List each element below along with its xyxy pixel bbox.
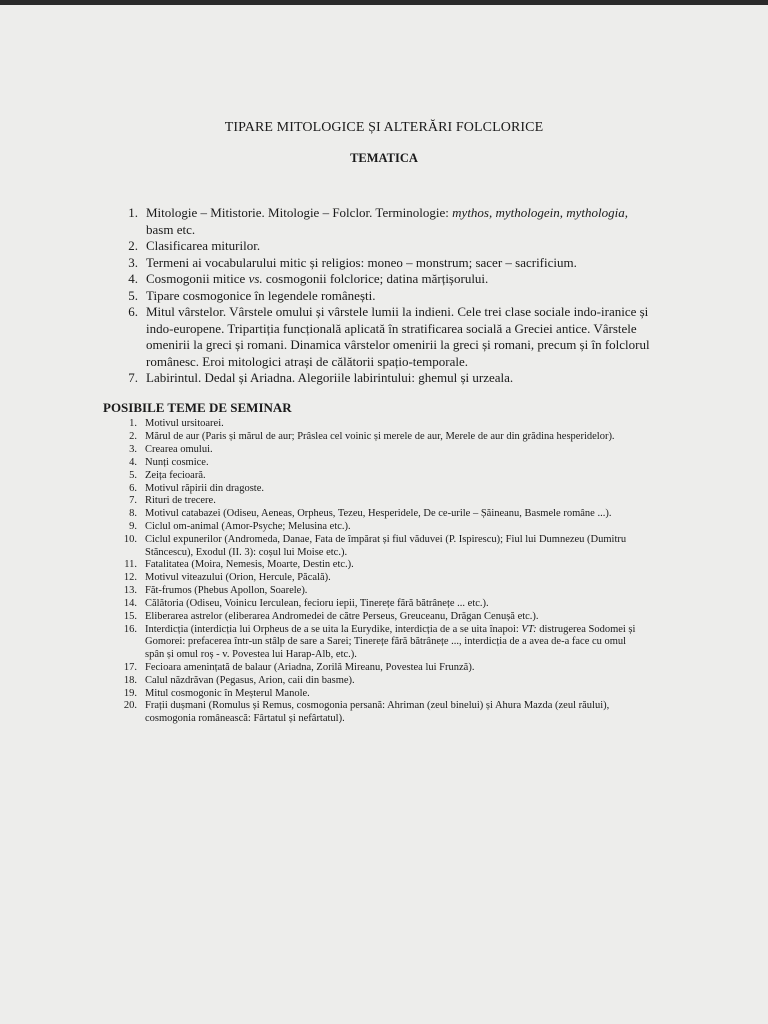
- list-item-text: Eliberarea astrelor (eliberarea Andromedei de către Perseus, Greuceanu, Drăgan Cenușă etc.).: [145, 611, 539, 623]
- list-item-number: 11.: [124, 559, 137, 571]
- list-item-number: 14.: [123, 598, 137, 610]
- seminar-item: [120, 559, 646, 571]
- scan-edge-line: [0, 0, 768, 5]
- list-item-text: Făt-frumos (Phebus Apollon, Soarele).: [145, 585, 308, 597]
- list-item-text: Motivul catabazei (Odiseu, Aeneas, Orpheus, Tezeu, Hesperidele, De ce-urile – Șăineanu, Basmele române ...).: [145, 508, 612, 520]
- tematica-item: [120, 205, 650, 238]
- seminar-item: [120, 508, 646, 520]
- tematica-item: [120, 255, 650, 272]
- seminar-item: [120, 521, 646, 533]
- list-item-number: 16.: [123, 624, 137, 635]
- list-item-text: Termeni ai vocabularului mitic și religios: moneo – monstrum; sacer – sacrificium.: [146, 254, 577, 270]
- list-item-italic-text: vs.: [248, 271, 263, 286]
- list-item-text: Cosmogonii mitice: [146, 271, 249, 286]
- seminar-item: [120, 572, 646, 584]
- tematica-item: [120, 370, 650, 387]
- list-item-italic-text: VT:: [521, 624, 537, 635]
- list-item-number: 20.: [123, 700, 137, 712]
- list-item-text-continued: cosmogonii folclorice; datina mărțișorului.: [262, 271, 489, 286]
- seminar-item: [120, 598, 646, 610]
- list-item-number: 4.: [129, 456, 137, 468]
- list-item-text: Fecioara amenințată de balaur (Ariadna, Zorilă Mireanu, Povestea lui Frunză).: [145, 661, 475, 673]
- tematica-item: [120, 271, 650, 288]
- list-item-text: Motivul răpirii din dragoste.: [145, 482, 264, 494]
- list-item-number: 3.: [129, 443, 137, 455]
- list-item-number: 7.: [128, 370, 138, 385]
- list-item-text: Tipare cosmogonice în legendele românești.: [146, 287, 376, 303]
- list-item-italic-text: mythos, mythologein, mythologia,: [452, 205, 628, 220]
- document-subtitle: TEMATICA: [350, 151, 418, 165]
- seminar-item: [120, 483, 646, 495]
- list-item-text: Călătoria (Odiseu, Voinicu Ierculean, fecioru iepii, Tinerețe fără bătrânețe ... etc.).: [145, 598, 489, 610]
- seminar-item: [120, 688, 646, 700]
- list-item-text: Mitologie – Mitistorie. Mitologie – Folclor. Terminologie:: [146, 205, 453, 220]
- list-item-number: 2.: [128, 238, 138, 253]
- list-item-text: Mitul vârstelor. Vârstele omului și vârstele lumii la indieni. Cele trei clase sociale indo-iranice și indo-europene. Tripartiția funcțională aplicată în stratificarea socială a Greciei antice. Vârstele omenirii la greci și romani. Dinamica vârstelor omenirii la greci și romani, precum și în folclorul românesc. Eroi mitologici atrași de călătorii spațio-temporale.: [146, 304, 650, 369]
- seminar-heading: POSIBILE TEME DE SEMINAR: [103, 400, 292, 415]
- seminar-item: [120, 611, 646, 623]
- seminar-item: [120, 662, 646, 674]
- list-item-number: 17.: [123, 661, 137, 673]
- list-item-number: 1.: [128, 205, 138, 220]
- list-item-text: Nunți cosmice.: [145, 456, 209, 468]
- list-item-text: Labirintul. Dedal și Ariadna. Alegoriile labirintului: ghemul și urzeala.: [146, 370, 514, 385]
- list-item-text: Mărul de aur (Paris și mărul de aur; Prâslea cel voinic și merele de aur, Merele de aur din grădina hesperidelor).: [145, 430, 615, 442]
- seminar-item: [120, 457, 646, 469]
- list-item-text: Calul năzdrăvan (Pegasus, Arion, caii din basme).: [145, 674, 355, 686]
- list-item-text: Motivul ursitoarei.: [145, 418, 224, 429]
- list-item-text: Ciclul om-animal (Amor-Psyche; Melusina etc.).: [145, 521, 351, 533]
- list-item-number: 15.: [123, 611, 137, 623]
- list-item-text: Frații dușmani (Romulus și Remus, cosmogonia persană: Ahriman (zeul binelui) și Ahura Mazda (zeul răului), cosmogonia românească: Fârtatul și nefârtatul).: [145, 700, 610, 724]
- list-item-number: 10.: [123, 534, 137, 546]
- seminar-item: [120, 700, 646, 725]
- list-item-number: 8.: [129, 508, 137, 520]
- list-item-text: Crearea omului.: [145, 443, 213, 455]
- list-item-number: 7.: [129, 495, 137, 507]
- seminar-item: [120, 624, 646, 661]
- document-title: TIPARE MITOLOGICE ȘI ALTERĂRI FOLCLORICE: [224, 120, 544, 135]
- list-item-number: 1.: [129, 418, 137, 429]
- list-item-text: Rituri de trecere.: [145, 495, 216, 507]
- list-item-number: 19.: [123, 687, 137, 699]
- list-item-number: 3.: [128, 254, 138, 270]
- list-item-number: 4.: [128, 271, 138, 286]
- seminar-item: [120, 418, 646, 430]
- seminar-item: [120, 495, 646, 507]
- list-item-number: 2.: [129, 430, 137, 442]
- list-item-number: 12.: [123, 572, 137, 584]
- seminar-item: [120, 534, 646, 559]
- seminar-item: [120, 444, 646, 456]
- seminar-item: [120, 675, 646, 687]
- list-item-text: Motivul viteazului (Orion, Hercule, Păcală).: [145, 572, 331, 584]
- seminar-item: [120, 470, 646, 482]
- seminar-item: [120, 585, 646, 597]
- list-item-text-continued: basm etc.: [146, 221, 196, 237]
- list-item-number: 6.: [129, 482, 137, 494]
- list-item-text-continued: distrugerea Sodomei și Gomorei: prefacerea într-un stâlp de sare a Sarei; Tinerețe fără bătrânețe ..., interdicția de a avea de-a face cu omul spân și omul roș - v. Povestea lui Harap-Alb, etc.).: [145, 624, 636, 660]
- tematica-item: [120, 304, 650, 370]
- list-item-number: 5.: [128, 287, 138, 303]
- list-item-text: Ciclul expunerilor (Andromeda, Danae, Fata de împărat și fiul văduvei (P. Ispirescu); Fiul lui Dumnezeu (Dumitru Stăncescu), Exodul (II. 3): coșul lui Moise etc.).: [145, 534, 627, 558]
- list-item-text: Clasificarea miturilor.: [146, 238, 261, 253]
- seminar-item: [120, 431, 646, 443]
- seminar-list: [120, 418, 646, 726]
- list-item-number: 6.: [128, 304, 138, 319]
- list-item-number: 18.: [123, 674, 137, 686]
- list-item-number: 9.: [129, 521, 137, 533]
- list-item-number: 5.: [129, 469, 137, 481]
- tematica-item: [120, 288, 650, 305]
- list-item-text: Fatalitatea (Moira, Nemesis, Moarte, Destin etc.).: [145, 559, 354, 571]
- tematica-item: [120, 238, 650, 255]
- tematica-list: [120, 205, 650, 387]
- list-item-text: Zeița fecioară.: [145, 469, 206, 481]
- list-item-number: 13.: [123, 585, 137, 597]
- list-item-text: Mitul cosmogonic în Meșterul Manole.: [145, 687, 310, 699]
- list-item-text: Interdicția (interdicția lui Orpheus de a se uita la Eurydike, interdicția de a se uita înapoi:: [145, 624, 522, 635]
